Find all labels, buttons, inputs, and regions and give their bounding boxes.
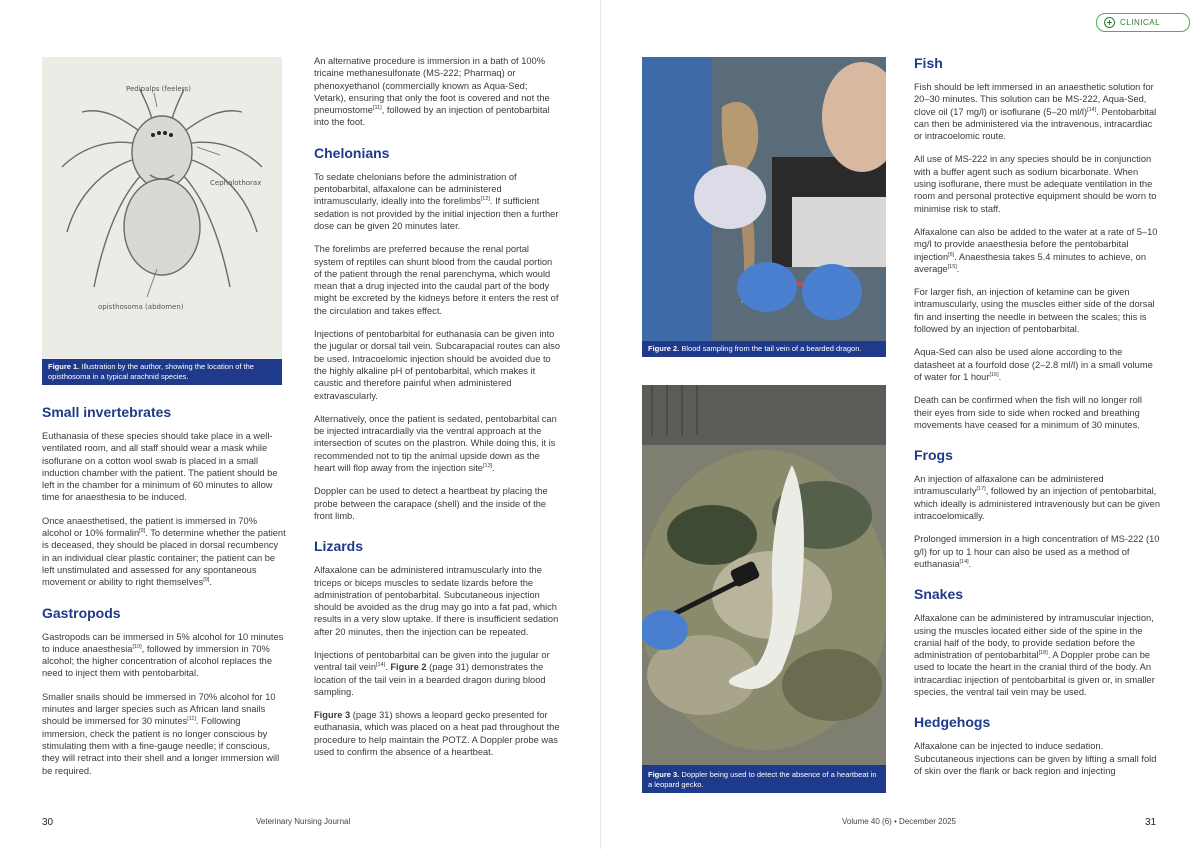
paragraph: The forelimbs are preferred because the renal portal system of reptiles can shunt blood from the caudal portion of the patient through the renal parenchyma, which would mean that a drug injected into the caudal part of the body might be excreted by the kidneys before it enters the rest of the circulation and takes effect. <box>314 244 559 316</box>
paragraph: To sedate chelonians before the administration of pentobarbital, alfaxalone can be administered intramuscularly, ideally into the forelimbs[12]. If sufficient sedation is not provided by the initial injection then a further dose can be given 20 minutes later. <box>314 171 559 231</box>
heading-snakes: Snakes <box>914 586 964 603</box>
paragraph: Smaller snails should be immersed in 70% alcohol for 10 minutes and larger species such as African land snails should be immersed for 30 minutes[11]. Following immersion, check the patient is no longer conscious by stimulating them with a fine-gauge needle; if conscious, they will retract into their shell and a longer immersion will be required. <box>42 691 280 776</box>
spider-illustration <box>42 57 282 357</box>
footer-journal-name: Veterinary Nursing Journal <box>256 817 351 826</box>
plus-circle-icon <box>1104 17 1115 28</box>
heading-gastropods: Gastropods <box>42 604 121 621</box>
footer-issue: Volume 40 (6) • December 2025 <box>842 817 956 826</box>
paragraph: Alfaxalone can also be added to the water at a rate of 5–10 mg/l to provide anaesthesia before the pentobarbital injection[6]. Anaesthesia takes 5.4 minutes to achieve, on average[15]. <box>914 226 1158 274</box>
paragraph: Alfaxalone can be injected to induce sedation. Subcutaneous injections can be given by lifting a small fold of skin over the flank or back region and injecting <box>914 741 1157 776</box>
heading-lizards: Lizards <box>314 538 364 555</box>
figure-2-caption: Figure 2. Blood sampling from the tail vein of a bearded dragon. <box>642 341 886 358</box>
annotation-pedipalps: Pedipalps (feelers) <box>126 85 191 93</box>
paragraph: Alfaxalone can be administered by intramuscular injection, using the muscles located either side of the spine in the cranial half of the body, to provide sedation before the administration of pentobarbital[18]. A Doppler probe can be used to locate the heart in the cranial third of the body. An intracardiac injection of pentobarbital is given or, in smaller species, the ventral tail vein may be used. <box>914 613 1155 697</box>
paragraph: Injections of pentobarbital for euthanasia can be given into the jugular or dorsal tail vein. Subcarapacial routes can also be used. Intracoelomic injection should be avoided due to the highly alkaline pH of pentobarbital, which makes it caustic and therefore painful when administered extravascularly. <box>314 329 560 401</box>
heading-small-invertebrates: Small invertebrates <box>42 404 172 420</box>
heading-hedgehogs: Hedgehogs <box>914 714 991 731</box>
column-2 <box>314 55 560 769</box>
paragraph: Injections of pentobarbital can be given into the jugular or ventral tail vein[14]. Figure 2 (page 31) demonstrates the location of the tail vein in a bearded dragon during blood sampling. <box>314 649 550 697</box>
paragraph: Figure 3 (page 31) shows a leopard gecko presented for euthanasia, which was placed on a heat pad throughout the procedure to help maintain the POTZ. A Doppler probe was used to confirm the absence of a heartbeat. <box>314 710 560 758</box>
page-gutter <box>600 0 601 849</box>
heading-frogs: Frogs <box>914 447 953 464</box>
heading-fish: Fish <box>914 55 943 71</box>
paragraph: An alternative procedure is immersion in a bath of 100% tricaine methanesulfonate (MS-222; Pharmaq) or phenoxyethanol (commercially known as Aqua-Sed; Vetark), ensuring that only the foot is covered and not the pneumostome[11], followed by an injection of pentobarbital into the foot. <box>314 56 550 128</box>
figure-3 <box>642 385 886 793</box>
figure-2 <box>642 57 886 357</box>
badge-label: CLINICAL <box>1120 18 1161 27</box>
paragraph: An injection of alfaxalone can be administered intramuscularly[17], followed by an injection of pentobarbital, which ideally is administered intravenously but can be given intracoelomically. <box>914 474 1160 522</box>
footer-right-page-number: 31 <box>1145 817 1157 828</box>
figure-3-caption: Figure 3. Doppler being used to detect the absence of a heartbeat in a leopard gecko. <box>642 767 886 793</box>
paragraph: Doppler can be used to detect a heartbeat by placing the probe between the carapace (shell) and the inside of the front limb. <box>314 486 548 521</box>
paragraph: Fish should be left immersed in an anaesthetic solution for 20–30 minutes. This solution can be MS-222, Aqua-Sed, clove oil (17 mg/l) or isoflurane (5–20 ml/l)[14]. Pentobarbital can then be administered via the intravenous, intracardiac or intracoelomic route. <box>914 82 1157 142</box>
footer-left-page-number: 30 <box>42 817 54 828</box>
column-4 <box>914 55 1160 788</box>
paragraph: Alternatively, once the patient is sedated, pentobarbital can be injected intracardially via the ventral approach at the intersection of scutes on the plastron. While doing this, it is recommended not to tip the animal upside down as the heart will flop away from the injection site[13]. <box>314 413 557 474</box>
bearded-dragon-photo <box>642 57 886 343</box>
figure-1-caption: Figure 1. Illustration by the author, showing the location of the opisthosoma in a typical arachnid species. <box>42 359 282 385</box>
heading-chelonians: Chelonians <box>314 144 390 161</box>
leopard-gecko-photo <box>642 385 886 765</box>
paragraph: Alfaxalone can be administered intramuscularly into the triceps or biceps muscles to sedate lizards before the administration of pentobarbital. Subcutaneous injection should be avoided as the drug may go into a fat pad, which results in a very slow uptake. If there is insufficient sedation after 20 minutes, then the injection can be repeated. <box>314 565 559 637</box>
paragraph: Euthanasia of these species should take place in a well-ventilated room, and all staff should wear a mask while isoflurane on a cotton wool swab is placed in a small induction chamber with the patient. The patient should be left in the chamber for a minimum of 60 minutes to allow time for anaesthesia to be induced. <box>42 431 278 503</box>
annotation-cephalothorax: Cephalothorax <box>210 179 262 187</box>
paragraph: All use of MS-222 in any species should be in conjunction with a buffer agent such as sodium bicarbonate. When using isoflurane, there must be adequate ventilation in the room and personal protective equipment should be worn to minimise risk to staff. <box>914 154 1157 214</box>
paragraph: Gastropods can be immersed in 5% alcohol for 10 minutes to induce anaesthesia[10], followed by immersion in 70% alcohol; the higher concentration of alcohol replaces the need to inject them with pentobarbital. <box>42 631 284 679</box>
paragraph: Death can be confirmed when the fish will no longer roll their eyes from side to side when rocked and breathing movements have ceased for a minimum of 30 minutes. <box>914 395 1142 430</box>
annotation-opisthosoma: opisthosoma (abdomen) <box>98 303 184 311</box>
paragraph: For larger fish, an injection of ketamine can be given intramuscularly, using the muscles either side of the dorsal fin and inserting the needle in between the scales; this is followed by an injection of pentobarbital. <box>914 287 1155 335</box>
paragraph: Once anaesthetised, the patient is immersed in 70% alcohol or 10% formalin[9]. To determine whether the patient is deceased, they should be placed in dorsal recumbency in an individual clear plastic container; the patient can be left unstimulated and assessed for any spontaneous movement or ability to right themselves[9]. <box>42 515 286 588</box>
column-1 <box>42 404 287 788</box>
clinical-badge <box>1096 13 1190 32</box>
paragraph: Prolonged immersion in a high concentration of MS-222 (10 g/l) for up to 1 hour can also be used as a method of euthanasia[14]. <box>914 534 1160 569</box>
paragraph: Aqua-Sed can also be used alone according to the datasheet at a fourfold dose (2–2.8 ml/l) in a small volume of water for 1 hour[16]. <box>914 347 1153 382</box>
figure-1 <box>42 57 282 385</box>
